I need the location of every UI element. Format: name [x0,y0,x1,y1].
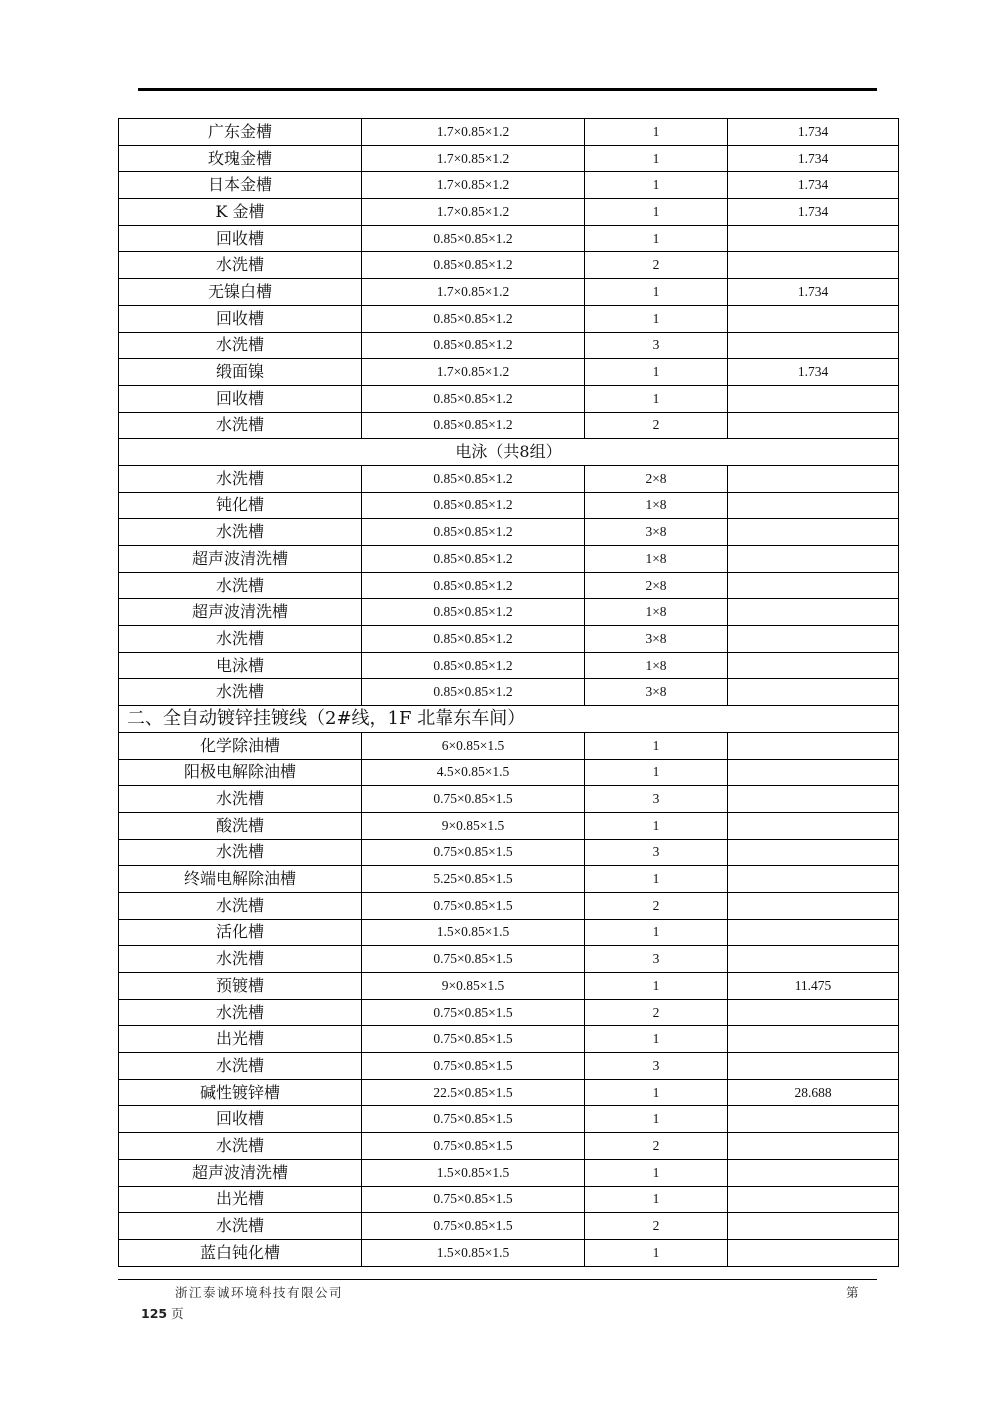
tank-name-cell: 水洗槽 [119,332,362,359]
table-row [119,946,899,973]
footer-page-prefix: 第 [846,1285,859,1300]
tank-size-cell: 1.5×0.85×1.5 [362,1239,585,1266]
tank-quantity-cell: 1 [585,1106,728,1133]
tank-name-cell: 预镀槽 [119,973,362,1000]
tank-size-cell: 0.75×0.85×1.5 [362,946,585,973]
tank-volume-cell [728,679,899,706]
tank-name-cell: 广东金槽 [119,119,362,146]
tank-volume-cell [728,305,899,332]
tank-volume-cell: 1.734 [728,119,899,146]
tank-name-cell: 日本金槽 [119,172,362,199]
tank-size-cell: 0.85×0.85×1.2 [362,546,585,573]
tank-volume-cell [728,332,899,359]
tank-quantity-cell: 1 [585,305,728,332]
tank-name-cell: 回收槽 [119,385,362,412]
tank-size-cell: 0.85×0.85×1.2 [362,492,585,519]
tank-volume-cell [728,626,899,653]
tank-name-cell: 超声波清洗槽 [119,1159,362,1186]
table-row [119,999,899,1026]
table-row [119,305,899,332]
table-row [119,359,899,386]
tank-size-cell: 0.75×0.85×1.5 [362,1053,585,1080]
tank-name-cell: 超声波清洗槽 [119,546,362,573]
tank-name-cell: 水洗槽 [119,679,362,706]
tank-size-cell: 9×0.85×1.5 [362,973,585,1000]
tank-quantity-cell: 1 [585,1079,728,1106]
tank-size-cell: 0.75×0.85×1.5 [362,1186,585,1213]
tank-name-cell: 缎面镍 [119,359,362,386]
equipment-table [118,118,899,1267]
table-row [119,412,899,439]
tank-name-cell: 回收槽 [119,1106,362,1133]
tank-size-cell: 0.85×0.85×1.2 [362,225,585,252]
tank-volume-cell: 28.688 [728,1079,899,1106]
tank-name-cell: 水洗槽 [119,572,362,599]
equipment-table-body [119,119,899,1267]
section-heading-row [119,706,899,733]
section-row [119,439,899,466]
table-row [119,119,899,146]
table-row [119,572,899,599]
footer-rule [118,1279,877,1280]
tank-volume-cell [728,1213,899,1240]
tank-name-cell: 酸洗槽 [119,812,362,839]
tank-size-cell: 0.75×0.85×1.5 [362,1133,585,1160]
tank-volume-cell [728,839,899,866]
tank-quantity-cell: 1 [585,1026,728,1053]
tank-quantity-cell: 2×8 [585,572,728,599]
table-row [119,759,899,786]
tank-volume-cell [728,519,899,546]
tank-size-cell: 0.85×0.85×1.2 [362,305,585,332]
tank-volume-cell [728,252,899,279]
table-row [119,465,899,492]
table-row [119,1026,899,1053]
tank-quantity-cell: 3 [585,946,728,973]
table-row [119,599,899,626]
tank-name-cell: 玫瑰金槽 [119,145,362,172]
tank-volume-cell [728,412,899,439]
tank-volume-cell [728,599,899,626]
table-row [119,1186,899,1213]
tank-quantity-cell: 1 [585,359,728,386]
tank-volume-cell: 11.475 [728,973,899,1000]
tank-name-cell: 出光槽 [119,1026,362,1053]
tank-name-cell: 水洗槽 [119,252,362,279]
table-row [119,492,899,519]
tank-size-cell: 0.85×0.85×1.2 [362,412,585,439]
table-row [119,519,899,546]
tank-size-cell: 0.75×0.85×1.5 [362,1213,585,1240]
tank-quantity-cell: 3×8 [585,679,728,706]
tank-name-cell: 钝化槽 [119,492,362,519]
tank-size-cell: 1.7×0.85×1.2 [362,145,585,172]
table-row [119,652,899,679]
tank-quantity-cell: 2 [585,999,728,1026]
tank-size-cell: 0.75×0.85×1.5 [362,1106,585,1133]
tank-volume-cell [728,786,899,813]
tank-volume-cell [728,225,899,252]
tank-size-cell: 0.75×0.85×1.5 [362,999,585,1026]
table-row [119,732,899,759]
tank-volume-cell [728,1026,899,1053]
tank-quantity-cell: 1 [585,812,728,839]
tank-size-cell: 0.85×0.85×1.2 [362,652,585,679]
table-row [119,1053,899,1080]
tank-size-cell: 0.85×0.85×1.2 [362,385,585,412]
tank-quantity-cell: 1 [585,119,728,146]
table-row [119,332,899,359]
tank-name-cell: 水洗槽 [119,465,362,492]
tank-quantity-cell: 2 [585,892,728,919]
tank-quantity-cell: 1 [585,172,728,199]
tank-size-cell: 0.85×0.85×1.2 [362,252,585,279]
tank-quantity-cell: 1 [585,973,728,1000]
tank-volume-cell [728,1186,899,1213]
tank-size-cell: 1.7×0.85×1.2 [362,199,585,226]
tank-quantity-cell: 2 [585,1213,728,1240]
tank-volume-cell [728,759,899,786]
tank-quantity-cell: 3×8 [585,626,728,653]
tank-quantity-cell: 1×8 [585,492,728,519]
tank-quantity-cell: 3 [585,1053,728,1080]
tank-name-cell: 电泳槽 [119,652,362,679]
tank-name-cell: 水洗槽 [119,892,362,919]
page-suffix: 页 [171,1306,184,1321]
tank-size-cell: 22.5×0.85×1.5 [362,1079,585,1106]
tank-quantity-cell: 1×8 [585,652,728,679]
tank-volume-cell [728,946,899,973]
tank-name-cell: 水洗槽 [119,1133,362,1160]
tank-name-cell: 水洗槽 [119,412,362,439]
table-row [119,1213,899,1240]
tank-volume-cell [728,1133,899,1160]
tank-size-cell: 0.85×0.85×1.2 [362,679,585,706]
table-row [119,839,899,866]
table-row [119,866,899,893]
tank-quantity-cell: 1 [585,1239,728,1266]
tank-name-cell: 水洗槽 [119,839,362,866]
tank-name-cell: 化学除油槽 [119,732,362,759]
tank-name-cell: 回收槽 [119,305,362,332]
tank-quantity-cell: 2×8 [585,465,728,492]
tank-quantity-cell: 1 [585,919,728,946]
tank-size-cell: 0.85×0.85×1.2 [362,599,585,626]
tank-name-cell: 碱性镀锌槽 [119,1079,362,1106]
table-row [119,279,899,306]
tank-volume-cell: 1.734 [728,145,899,172]
tank-volume-cell [728,919,899,946]
tank-quantity-cell: 2 [585,1133,728,1160]
tank-name-cell: 水洗槽 [119,946,362,973]
tank-volume-cell [728,1053,899,1080]
tank-name-cell: K 金槽 [119,199,362,226]
tank-volume-cell [728,385,899,412]
tank-volume-cell: 1.734 [728,279,899,306]
tank-size-cell: 0.85×0.85×1.2 [362,519,585,546]
table-row [119,679,899,706]
tank-size-cell: 1.7×0.85×1.2 [362,279,585,306]
tank-size-cell: 1.7×0.85×1.2 [362,359,585,386]
tank-quantity-cell: 3 [585,839,728,866]
tank-size-cell: 0.75×0.85×1.5 [362,1026,585,1053]
header-rule [138,88,877,91]
table-row [119,172,899,199]
section-heading: 二、全自动镀锌挂镀线（2#线，1F 北靠东车间） [119,706,899,733]
tank-size-cell: 1.5×0.85×1.5 [362,919,585,946]
tank-name-cell: 水洗槽 [119,1053,362,1080]
tank-quantity-cell: 2 [585,252,728,279]
tank-volume-cell: 1.734 [728,359,899,386]
table-row [119,546,899,573]
tank-name-cell: 出光槽 [119,1186,362,1213]
table-row [119,1133,899,1160]
tank-quantity-cell: 1 [585,225,728,252]
tank-quantity-cell: 1 [585,279,728,306]
tank-size-cell: 1.5×0.85×1.5 [362,1159,585,1186]
tank-size-cell: 6×0.85×1.5 [362,732,585,759]
tank-quantity-cell: 1 [585,199,728,226]
tank-quantity-cell: 1 [585,759,728,786]
tank-quantity-cell: 3 [585,332,728,359]
table-row [119,1079,899,1106]
table-row [119,1106,899,1133]
tank-volume-cell [728,1239,899,1266]
tank-size-cell: 1.7×0.85×1.2 [362,172,585,199]
tank-name-cell: 水洗槽 [119,999,362,1026]
tank-size-cell: 9×0.85×1.5 [362,812,585,839]
table-row [119,812,899,839]
tank-quantity-cell: 1 [585,385,728,412]
tank-size-cell: 0.75×0.85×1.5 [362,786,585,813]
tank-name-cell: 终端电解除油槽 [119,866,362,893]
table-row [119,1159,899,1186]
tank-size-cell: 0.75×0.85×1.5 [362,839,585,866]
tank-volume-cell [728,1159,899,1186]
tank-size-cell: 5.25×0.85×1.5 [362,866,585,893]
table-row [119,225,899,252]
tank-name-cell: 活化槽 [119,919,362,946]
tank-name-cell: 超声波清洗槽 [119,599,362,626]
tank-quantity-cell: 2 [585,412,728,439]
table-row [119,973,899,1000]
tank-volume-cell [728,732,899,759]
tank-size-cell: 1.7×0.85×1.2 [362,119,585,146]
tank-volume-cell [728,892,899,919]
tank-name-cell: 水洗槽 [119,1213,362,1240]
tank-quantity-cell: 1×8 [585,546,728,573]
table-row [119,919,899,946]
tank-volume-cell [728,1106,899,1133]
tank-volume-cell [728,652,899,679]
tank-volume-cell [728,492,899,519]
tank-size-cell: 4.5×0.85×1.5 [362,759,585,786]
tank-volume-cell [728,999,899,1026]
tank-quantity-cell: 3 [585,786,728,813]
tank-size-cell: 0.85×0.85×1.2 [362,626,585,653]
table-row [119,786,899,813]
table-row [119,385,899,412]
tank-quantity-cell: 1 [585,1159,728,1186]
table-row [119,892,899,919]
tank-name-cell: 水洗槽 [119,786,362,813]
tank-name-cell: 水洗槽 [119,519,362,546]
tank-volume-cell [728,546,899,573]
tank-quantity-cell: 1 [585,866,728,893]
tank-volume-cell [728,812,899,839]
tank-name-cell: 回收槽 [119,225,362,252]
tank-size-cell: 0.85×0.85×1.2 [362,465,585,492]
table-row [119,626,899,653]
tank-volume-cell: 1.734 [728,172,899,199]
tank-volume-cell [728,465,899,492]
tank-name-cell: 水洗槽 [119,626,362,653]
section-title: 电泳（共8组） [119,439,899,466]
tank-size-cell: 0.85×0.85×1.2 [362,572,585,599]
table-row [119,1239,899,1266]
page-number: 125 [141,1306,168,1321]
tank-size-cell: 0.75×0.85×1.5 [362,892,585,919]
tank-volume-cell: 1.734 [728,199,899,226]
tank-name-cell: 无镍白槽 [119,279,362,306]
table-row [119,199,899,226]
tank-quantity-cell: 1 [585,145,728,172]
tank-quantity-cell: 3×8 [585,519,728,546]
tank-name-cell: 蓝白钝化槽 [119,1239,362,1266]
tank-name-cell: 阳极电解除油槽 [119,759,362,786]
tank-quantity-cell: 1 [585,1186,728,1213]
tank-size-cell: 0.85×0.85×1.2 [362,332,585,359]
tank-volume-cell [728,866,899,893]
tank-quantity-cell: 1 [585,732,728,759]
footer-company-name: 浙江泰诚环境科技有限公司 [175,1285,344,1300]
footer-page-number [141,1304,184,1322]
table-row [119,145,899,172]
table-row [119,252,899,279]
tank-volume-cell [728,572,899,599]
tank-quantity-cell: 1×8 [585,599,728,626]
